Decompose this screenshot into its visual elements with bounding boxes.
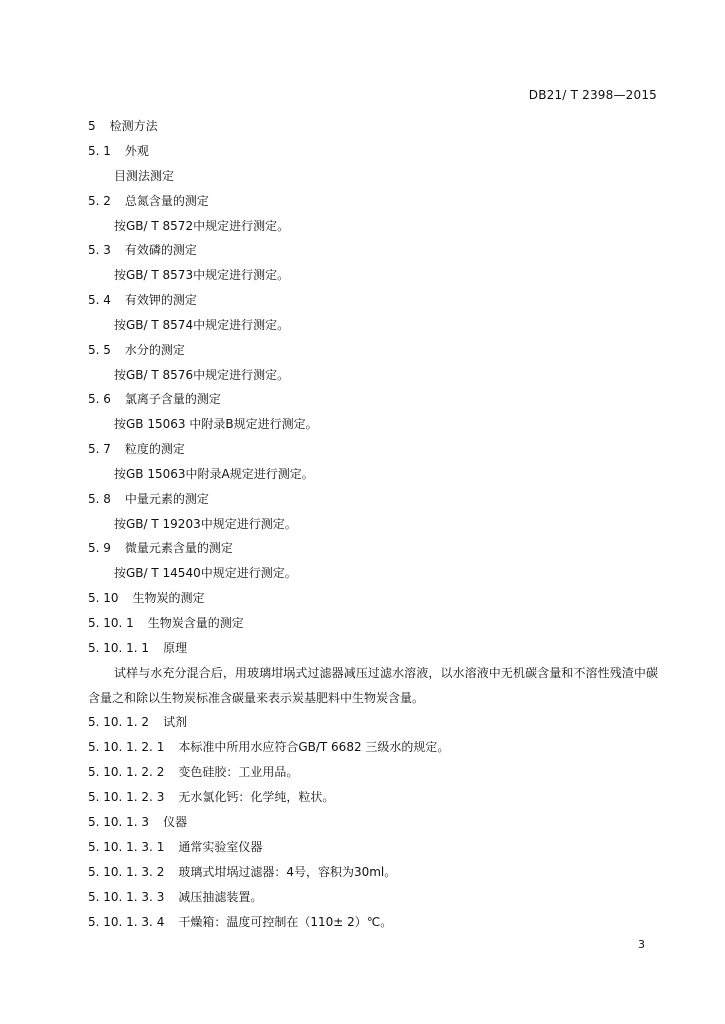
- section-number: 5. 10: [88, 591, 119, 605]
- section-heading: [88, 292, 197, 308]
- subsection-title: 通常实验室仪器: [178, 840, 263, 854]
- section-body: 按GB/ T 8576中规定进行测定。: [114, 368, 290, 382]
- section-body: 按GB/ T 19203中规定进行测定。: [114, 517, 297, 531]
- section-number: 5. 3: [88, 243, 111, 257]
- document-code: DB21/ T 2398—2015: [528, 88, 657, 102]
- subsection-heading: [88, 789, 334, 805]
- subsection-heading: [88, 739, 449, 755]
- section-number: 5. 10. 1. 1: [88, 641, 150, 655]
- section-number: 5. 9: [88, 541, 111, 555]
- subsection-number: 5. 10. 1. 2. 3: [88, 790, 165, 804]
- section-body: 按GB 15063 中附录B规定进行测定。: [114, 417, 318, 431]
- section-heading: [88, 342, 185, 358]
- subsection-number: 5. 10. 1. 3: [88, 815, 150, 829]
- subsection-heading: [88, 814, 187, 830]
- section-number: 5: [88, 119, 96, 133]
- subsection-number: 5. 10. 1. 3. 2: [88, 865, 165, 879]
- section-heading: [88, 640, 187, 656]
- subsection-title: 变色硅胶：工业用品。: [178, 765, 299, 779]
- section-body: 按GB 15063中附录A规定进行测定。: [114, 467, 314, 481]
- section-body: 按GB/ T 14540中规定进行测定。: [114, 566, 297, 580]
- subsection-number: 5. 10. 1. 3. 1: [88, 840, 165, 854]
- subsection-heading: [88, 889, 262, 905]
- section-title: 总氮含量的测定: [124, 194, 209, 208]
- section-title: 微量元素含量的测定: [124, 541, 233, 555]
- subsection-number: 5. 10. 1. 3. 4: [88, 915, 165, 929]
- section-title: 生物炭含量的测定: [147, 616, 244, 630]
- principle-paragraph: 试样与水充分混合后，用玻璃坩埚式过滤器减压过滤水溶液，以水溶液中无机碳含量和不溶性残渣中碳含量之和除以生物炭标准含碳量来表示炭基肥料中生物炭含量。: [88, 666, 658, 705]
- subsection-heading: [88, 864, 396, 880]
- subsection-title: 本标准中所用水应符合GB/T 6682 三级水的规定。: [178, 740, 450, 754]
- section-heading: [88, 391, 221, 407]
- section-body: 目测法测定: [114, 169, 175, 183]
- section-title: 有效钾的测定: [124, 293, 197, 307]
- section-number: 5. 6: [88, 392, 111, 406]
- subsection-title: 玻璃式坩埚过滤器：4号，容积为30ml。: [178, 865, 397, 879]
- section-body: 按GB/ T 8574中规定进行测定。: [114, 318, 290, 332]
- section-number: 5. 7: [88, 442, 111, 456]
- subsection-heading: [88, 839, 262, 855]
- subsection-title: 无水氯化钙：化学纯，粒状。: [178, 790, 335, 804]
- subsection-number: 5. 10. 1. 2. 2: [88, 765, 165, 779]
- section-heading: [88, 441, 185, 457]
- section-number: 5. 10. 1: [88, 616, 134, 630]
- section-number: 5. 8: [88, 492, 111, 506]
- subsection-heading: [88, 764, 298, 780]
- section-body: 按GB/ T 8573中规定进行测定。: [114, 268, 290, 282]
- section-title: 中量元素的测定: [124, 492, 209, 506]
- section-number: 5. 5: [88, 343, 111, 357]
- section-number: 5. 1: [88, 144, 111, 158]
- subsection-heading: [88, 914, 392, 930]
- section-title: 氯离子含量的测定: [124, 392, 221, 406]
- subsection-title: 减压抽滤装置。: [178, 890, 263, 904]
- section-title: 粒度的测定: [124, 442, 185, 456]
- section-title: 外观: [124, 144, 149, 158]
- section-heading: [88, 491, 209, 507]
- section-heading: [88, 118, 158, 134]
- subsection-number: 5. 10. 1. 2: [88, 715, 150, 729]
- section-title: 有效磷的测定: [124, 243, 197, 257]
- section-title: 生物炭的测定: [132, 591, 205, 605]
- section-heading: [88, 193, 209, 209]
- page-number: 3: [638, 938, 645, 951]
- subsection-title: 干燥箱：温度可控制在（110± 2）℃。: [178, 915, 393, 929]
- section-heading: [88, 242, 197, 258]
- section-body: 按GB/ T 8572中规定进行测定。: [114, 219, 290, 233]
- section-number: 5. 2: [88, 194, 111, 208]
- subsection-title: 仪器: [163, 815, 188, 829]
- section-heading: [88, 615, 244, 631]
- section-title: 原理: [163, 641, 188, 655]
- section-title: 检测方法: [109, 119, 158, 133]
- section-title: 水分的测定: [124, 343, 185, 357]
- section-heading: [88, 540, 233, 556]
- subsection-number: 5. 10. 1. 2. 1: [88, 740, 165, 754]
- subsection-number: 5. 10. 1. 3. 3: [88, 890, 165, 904]
- section-heading: [88, 590, 205, 606]
- subsection-heading: [88, 714, 187, 730]
- subsection-title: 试剂: [163, 715, 188, 729]
- section-heading: [88, 143, 149, 159]
- section-number: 5. 4: [88, 293, 111, 307]
